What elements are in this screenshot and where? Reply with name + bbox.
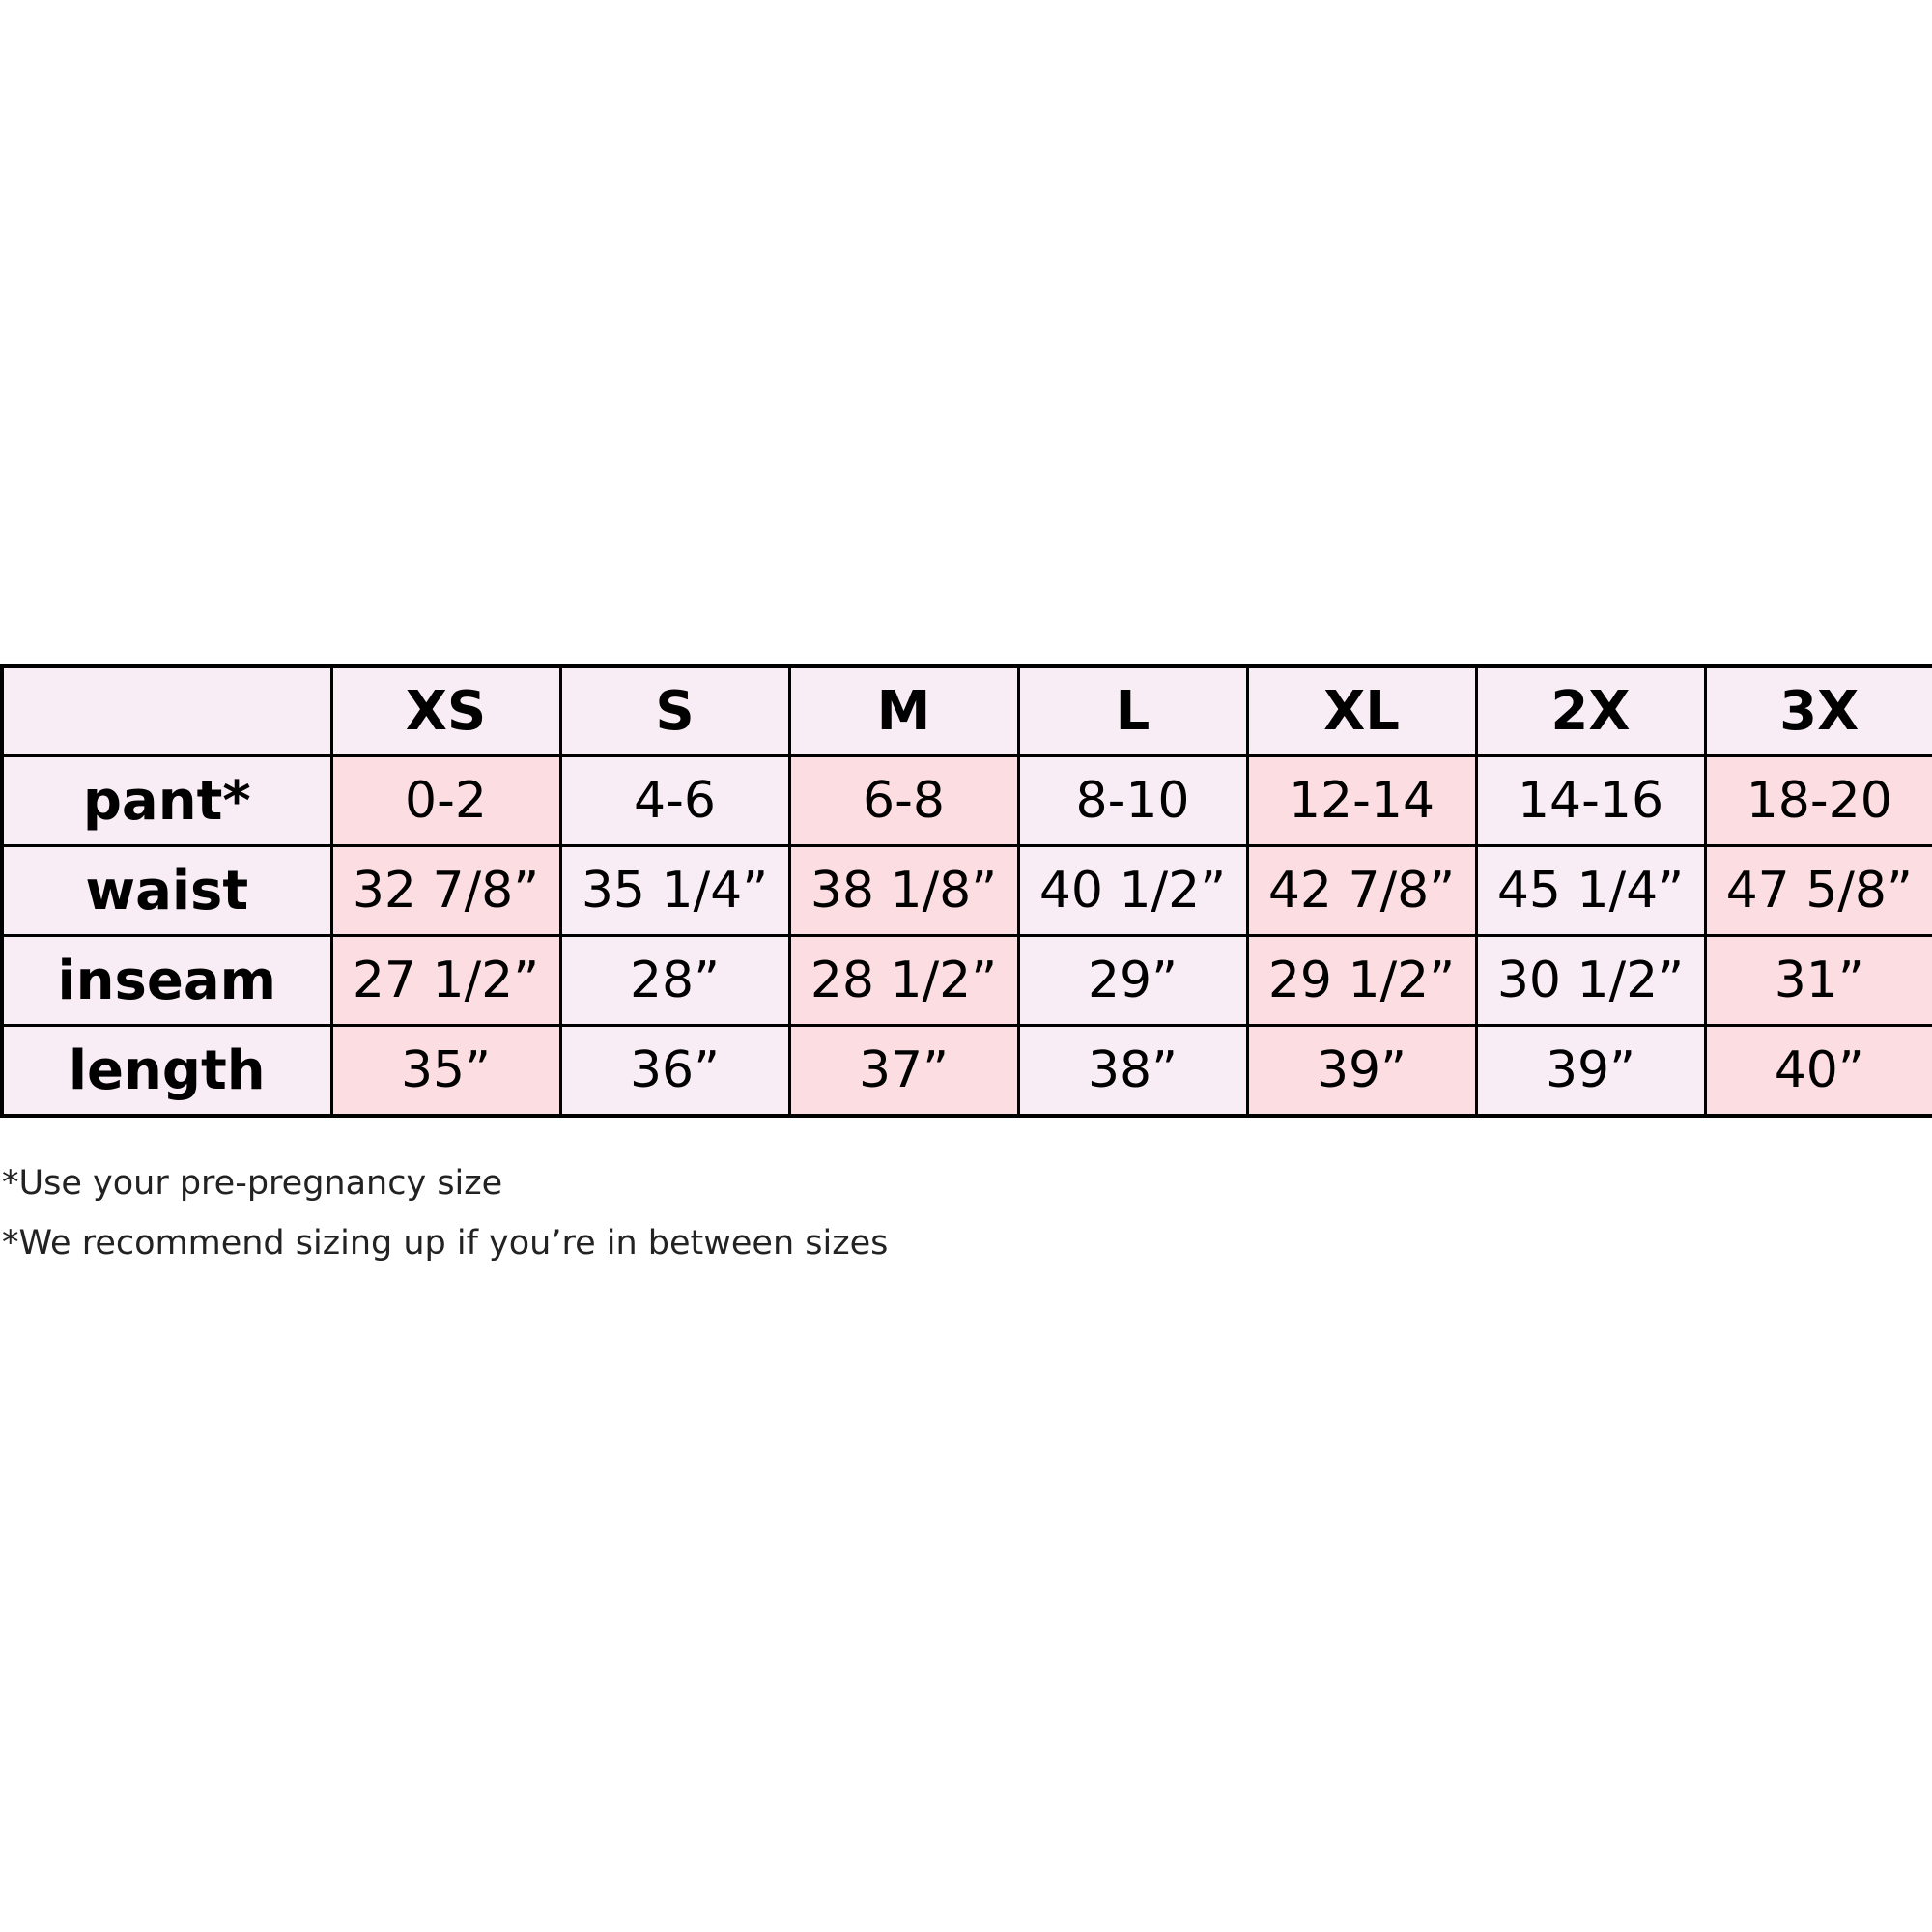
table-row (2, 756, 1932, 846)
size-header: 2X (1476, 666, 1705, 756)
table-cell: 12-14 (1247, 756, 1476, 846)
table-cell: 29 1/2” (1247, 936, 1476, 1026)
table-cell: 39” (1476, 1026, 1705, 1117)
size-header: XL (1247, 666, 1476, 756)
table-cell: 6-8 (789, 756, 1018, 846)
table-cell: 31” (1705, 936, 1932, 1026)
table-row (2, 1026, 1932, 1117)
table-row (2, 936, 1932, 1026)
corner-cell (2, 666, 331, 756)
table-cell: 0-2 (331, 756, 560, 846)
table-cell: 35” (331, 1026, 560, 1117)
table-cell: 4-6 (560, 756, 789, 846)
table-cell: 29” (1018, 936, 1247, 1026)
row-label-waist: waist (2, 846, 331, 936)
size-header: 3X (1705, 666, 1932, 756)
size-header: XS (331, 666, 560, 756)
size-header: S (560, 666, 789, 756)
table-cell: 37” (789, 1026, 1018, 1117)
table-row (2, 846, 1932, 936)
table-cell: 40” (1705, 1026, 1932, 1117)
row-label-pant: pant* (2, 756, 331, 846)
row-label-inseam: inseam (2, 936, 331, 1026)
table-cell: 36” (560, 1026, 789, 1117)
table-cell: 28” (560, 936, 789, 1026)
row-label-length: length (2, 1026, 331, 1117)
table-cell: 8-10 (1018, 756, 1247, 846)
size-header: M (789, 666, 1018, 756)
table-cell: 28 1/2” (789, 936, 1018, 1026)
footnote-pre-pregnancy: *Use your pre-pregnancy size (2, 1164, 503, 1203)
table-cell: 40 1/2” (1018, 846, 1247, 936)
table-cell: 14-16 (1476, 756, 1705, 846)
table-cell: 47 5/8” (1705, 846, 1932, 936)
table-cell: 32 7/8” (331, 846, 560, 936)
table-cell: 35 1/4” (560, 846, 789, 936)
footnote-sizing-up: *We recommend sizing up if you’re in between sizes (2, 1224, 889, 1263)
table-cell: 30 1/2” (1476, 936, 1705, 1026)
table-cell: 42 7/8” (1247, 846, 1476, 936)
size-header: L (1018, 666, 1247, 756)
table-cell: 38 1/8” (789, 846, 1018, 936)
header-row (2, 666, 1932, 756)
table-cell: 27 1/2” (331, 936, 560, 1026)
size-chart-table (0, 664, 1932, 1118)
table-cell: 39” (1247, 1026, 1476, 1117)
table-cell: 18-20 (1705, 756, 1932, 846)
table-cell: 45 1/4” (1476, 846, 1705, 936)
table-cell: 38” (1018, 1026, 1247, 1117)
